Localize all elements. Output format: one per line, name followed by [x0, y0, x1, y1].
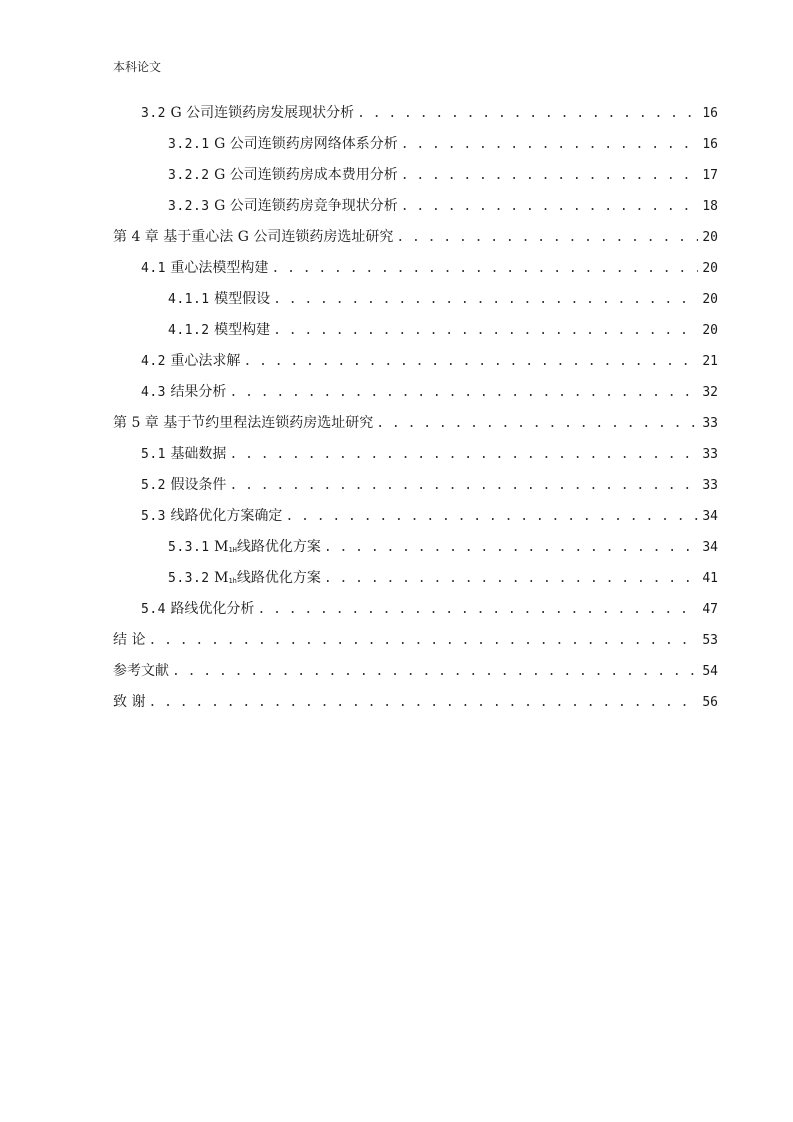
toc-entry-number: 5.3.2: [168, 571, 210, 586]
toc-dot-leader: [401, 129, 698, 160]
toc-dot-leader: [229, 470, 698, 501]
toc-entry-label: [113, 625, 145, 656]
toc-entry-title: 结果分析: [170, 384, 227, 400]
toc-entry-number: 3.2.1: [168, 137, 210, 152]
toc-entry-page-number: 20: [702, 230, 718, 245]
toc-entry[interactable]: [113, 191, 718, 222]
toc-entry-page-number: 53: [702, 633, 718, 648]
toc-entry[interactable]: [113, 470, 718, 501]
toc-dot-leader: [401, 191, 698, 222]
toc-entry-title: M: [214, 539, 229, 555]
toc-entry-label: [168, 563, 321, 597]
toc-entry-number: 4.3: [141, 385, 166, 400]
toc-dot-leader: [229, 439, 698, 470]
toc-entry-page-number: 16: [702, 106, 718, 121]
toc-entry-title: 线路优化方案确定: [170, 508, 283, 524]
toc-entry-label: [141, 346, 240, 377]
page-header: 本科论文: [113, 60, 162, 74]
toc-entry[interactable]: [113, 439, 718, 470]
toc-entry-number: 3.2.2: [168, 168, 210, 183]
toc-entry-page-number: 16: [702, 137, 718, 152]
toc-entry-page-number: 34: [702, 509, 718, 524]
toc-entry-page-number: 20: [702, 261, 718, 276]
toc-entry[interactable]: [113, 222, 718, 253]
toc-entry-title: 第 4 章 基于重心法 G 公司连锁药房选址研究: [113, 229, 394, 245]
toc-entry-title: 重心法求解: [170, 353, 241, 369]
toc-entry-number: 5.3.1: [168, 540, 210, 555]
toc-dot-leader: [273, 315, 698, 346]
toc-entry-label: [141, 253, 268, 284]
toc-entry-page-number: 33: [702, 447, 718, 462]
toc-dot-leader: [243, 346, 698, 377]
toc-entry[interactable]: [113, 253, 718, 284]
toc-entry-title: 基础数据: [170, 446, 227, 462]
toc-dot-leader: [324, 532, 698, 563]
toc-entry-label: [168, 191, 398, 222]
toc-dot-leader: [396, 222, 698, 253]
toc-entry-page-number: 17: [702, 168, 718, 183]
toc-dot-leader: [357, 98, 698, 129]
toc-entry-subscript: 1h: [228, 577, 237, 585]
toc-entry-page-number: 33: [702, 478, 718, 493]
toc-entry-page-number: 41: [702, 571, 718, 586]
toc-entry-title: G 公司连锁药房发展现状分析: [170, 105, 355, 121]
toc-entry-number: 5.2: [141, 478, 166, 493]
toc-entry-title: 第 5 章 基于节约里程法连锁药房选址研究: [113, 415, 374, 431]
toc-entry-title: G 公司连锁药房成本费用分析: [214, 167, 398, 183]
toc-entry[interactable]: [113, 656, 718, 687]
toc-entry-label: [141, 470, 226, 501]
toc-entry-page-number: 20: [702, 292, 718, 307]
toc-entry-number: 4.2: [141, 354, 166, 369]
toc-entry-label: [141, 98, 354, 129]
toc-entry-page-number: 21: [702, 354, 718, 369]
toc-entry-page-number: 56: [702, 695, 718, 710]
toc-dot-leader: [376, 408, 698, 439]
toc-entry-title: M: [214, 570, 229, 586]
toc-entry[interactable]: [113, 594, 718, 625]
toc-entry-title: G 公司连锁药房网络体系分析: [214, 136, 398, 152]
toc-entry-number: 5.3: [141, 509, 166, 524]
toc-entry[interactable]: [113, 563, 718, 594]
toc-entry-label: [113, 687, 145, 718]
toc-entry-page-number: 18: [702, 199, 718, 214]
toc-dot-leader: [172, 656, 698, 687]
toc-entry-page-number: 20: [702, 323, 718, 338]
toc-entry-page-number: 32: [702, 385, 718, 400]
toc-entry[interactable]: [113, 284, 718, 315]
toc-entry-label: [141, 594, 254, 625]
toc-entry[interactable]: [113, 160, 718, 191]
toc-entry-page-number: 47: [702, 602, 718, 617]
table-of-contents: [113, 98, 718, 718]
toc-dot-leader: [271, 253, 698, 284]
toc-entry-number: 3.2: [141, 106, 166, 121]
toc-entry[interactable]: [113, 377, 718, 408]
toc-entry-number: 4.1.1: [168, 292, 210, 307]
toc-entry-label: [113, 656, 169, 687]
toc-entry-title: 路线优化分析: [170, 601, 255, 617]
toc-entry-page-number: 33: [702, 416, 718, 431]
toc-entry-label: [113, 408, 373, 439]
toc-dot-leader: [285, 501, 698, 532]
toc-entry-title: 模型假设: [214, 291, 271, 307]
toc-dot-leader: [229, 377, 698, 408]
toc-entry-page-number: 34: [702, 540, 718, 555]
toc-entry[interactable]: [113, 625, 718, 656]
toc-entry-label: [141, 439, 226, 470]
toc-entry-number: 4.1: [141, 261, 166, 276]
toc-entry-number: 4.1.2: [168, 323, 210, 338]
toc-entry[interactable]: [113, 346, 718, 377]
toc-dot-leader: [257, 594, 698, 625]
toc-entry-page-number: 54: [702, 664, 718, 679]
toc-dot-leader: [148, 687, 698, 718]
toc-entry[interactable]: [113, 687, 718, 718]
toc-dot-leader: [273, 284, 698, 315]
toc-entry-title: G 公司连锁药房竞争现状分析: [214, 198, 398, 214]
toc-entry-title: 结 论: [113, 632, 146, 648]
toc-entry-number: 3.2.3: [168, 199, 210, 214]
toc-entry-title-suffix: 线路优化方案: [236, 570, 321, 586]
toc-entry-title: 致 谢: [113, 694, 146, 710]
toc-entry-subscript: 1H: [228, 546, 237, 554]
toc-entry[interactable]: [113, 315, 718, 346]
toc-entry-label: [168, 284, 270, 315]
toc-entry-label: [113, 222, 393, 253]
toc-entry[interactable]: [113, 98, 718, 129]
toc-entry[interactable]: [113, 129, 718, 160]
toc-entry-title-suffix: 线路优化方案: [236, 539, 321, 555]
toc-entry-number: 5.1: [141, 447, 166, 462]
toc-entry-label: [168, 315, 270, 346]
toc-entry-title: 重心法模型构建: [170, 260, 269, 276]
toc-dot-leader: [324, 563, 698, 594]
toc-entry[interactable]: [113, 501, 718, 532]
toc-dot-leader: [148, 625, 698, 656]
toc-entry-title: 参考文献: [113, 663, 169, 679]
toc-entry-number: 5.4: [141, 602, 166, 617]
toc-entry-title: 假设条件: [170, 477, 227, 493]
toc-entry-label: [168, 160, 398, 191]
toc-entry[interactable]: [113, 408, 718, 439]
toc-entry-label: [141, 501, 282, 532]
toc-entry-label: [168, 129, 398, 160]
toc-entry-title: 模型构建: [214, 322, 271, 338]
toc-entry-label: [168, 532, 321, 566]
toc-dot-leader: [401, 160, 698, 191]
toc-entry[interactable]: [113, 532, 718, 563]
toc-entry-label: [141, 377, 226, 408]
